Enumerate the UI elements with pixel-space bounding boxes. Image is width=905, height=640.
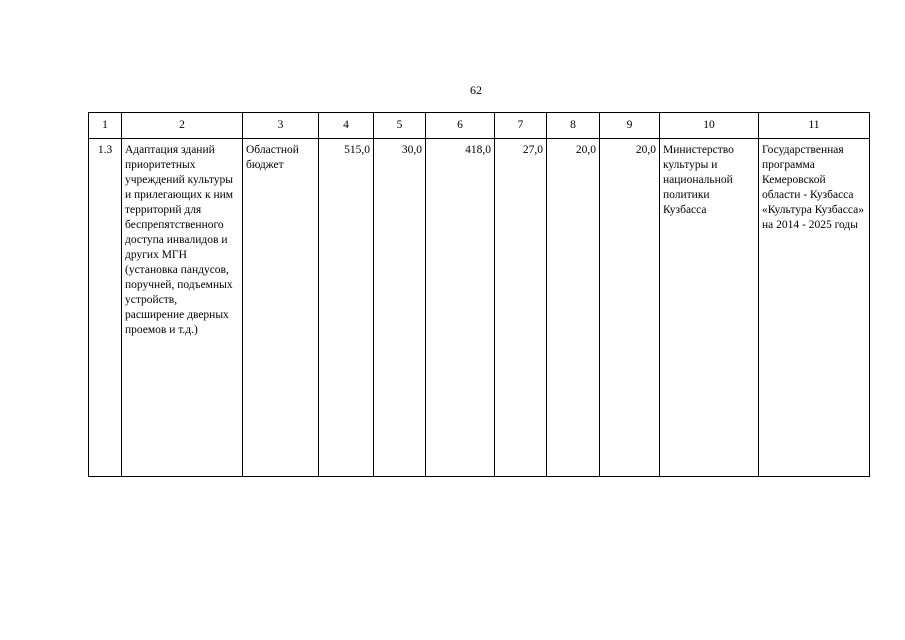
header-cell: 5 bbox=[374, 113, 426, 139]
program-cell: Государственная программа Кемеровской области - Кузбасса «Культура Кузбасса» на 2014 - 2025 годы bbox=[759, 139, 870, 477]
executor-cell: Министерство культуры и национальной политики Кузбасса bbox=[660, 139, 759, 477]
row-index-cell: 1.3 bbox=[89, 139, 122, 477]
header-cell: 9 bbox=[600, 113, 660, 139]
header-cell: 3 bbox=[243, 113, 319, 139]
table-header-row bbox=[89, 113, 870, 139]
description-cell: Адаптация зданий приоритетных учреждений культуры и прилегающих к ним территорий для беспрепятственного доступа инвалидов и других МГН (установка пандусов, поручней, подъемных устройств, расширение дверных проемов и т.д.) bbox=[122, 139, 243, 477]
header-cell: 4 bbox=[319, 113, 374, 139]
value-cell-col6: 418,0 bbox=[426, 139, 495, 477]
page-number: 62 bbox=[470, 83, 482, 97]
value-cell-col9: 20,0 bbox=[600, 139, 660, 477]
header-cell: 10 bbox=[660, 113, 759, 139]
value-cell-col8: 20,0 bbox=[547, 139, 600, 477]
header-cell: 7 bbox=[495, 113, 547, 139]
header-cell: 6 bbox=[426, 113, 495, 139]
total-value-cell: 515,0 bbox=[319, 139, 374, 477]
table-row bbox=[89, 139, 870, 477]
header-cell: 11 bbox=[759, 113, 870, 139]
header-cell: 1 bbox=[89, 113, 122, 139]
header-cell: 2 bbox=[122, 113, 243, 139]
header-cell: 8 bbox=[547, 113, 600, 139]
value-cell-col5: 30,0 bbox=[374, 139, 426, 477]
funding-source-cell: Областной бюджет bbox=[243, 139, 319, 477]
data-table bbox=[88, 112, 870, 477]
value-cell-col7: 27,0 bbox=[495, 139, 547, 477]
